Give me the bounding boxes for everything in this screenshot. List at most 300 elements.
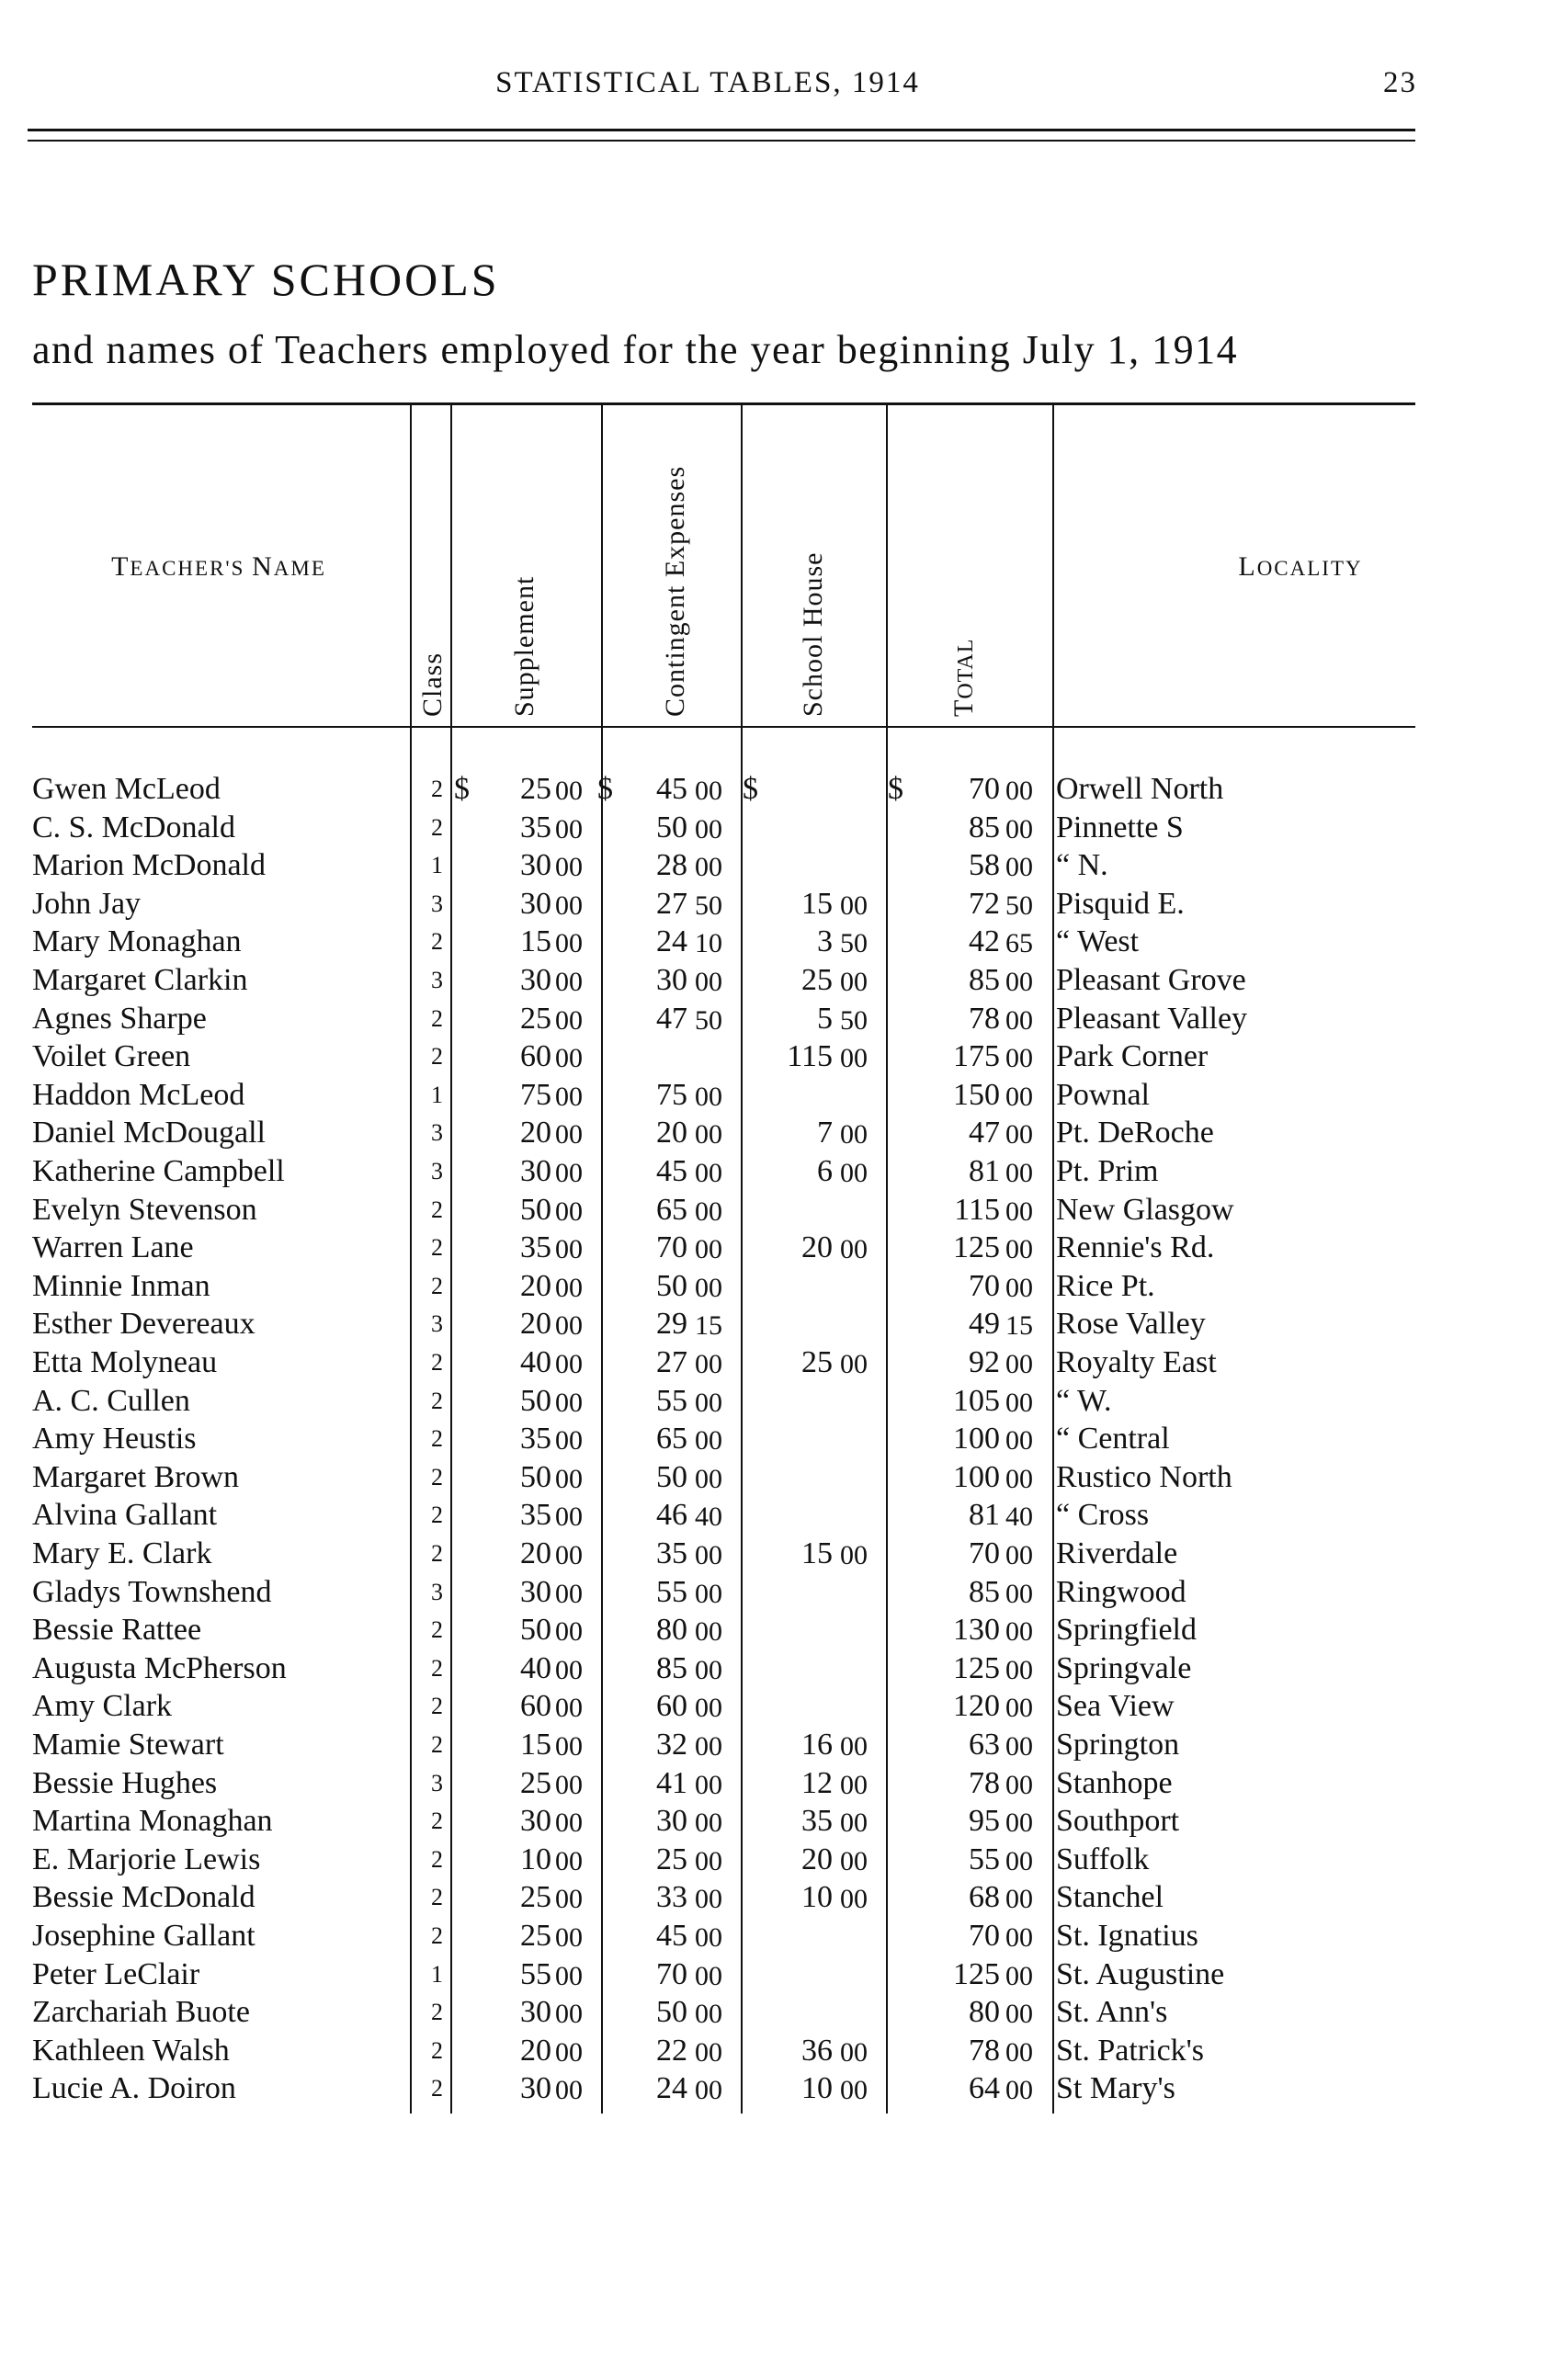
locality-cell: Suffolk: [1056, 1842, 1150, 1876]
total-cell: 47: [969, 1116, 1000, 1150]
school-house-cell: 7: [817, 1116, 833, 1150]
col-header-locality: LOCALITY: [1238, 551, 1363, 582]
teacher-name-cell: A. C. Cullen: [32, 1383, 190, 1418]
teacher-name-cell: Bessie Rattee: [32, 1613, 202, 1648]
table-row: [0, 963, 1544, 1002]
supplement-cents-cell: 00: [555, 1731, 583, 1762]
teacher-name-cell: E. Marjorie Lewis: [32, 1842, 261, 1876]
school-house-cents-cell: 00: [840, 1043, 868, 1074]
total-cents-cell: 00: [1005, 1387, 1033, 1418]
contingent-cents-cell: 00: [695, 1272, 722, 1303]
contingent-cents-cell: 00: [695, 1540, 722, 1570]
school-house-cents-cell: 00: [840, 1234, 868, 1265]
locality-cell: Springton: [1056, 1728, 1180, 1762]
locality-cell: “ West: [1056, 924, 1140, 959]
contingent-cell: 45: [656, 1919, 687, 1953]
class-cell: 2: [431, 1693, 443, 1720]
contingent-cents-cell: 50: [695, 890, 722, 921]
dollar-sign: $: [888, 772, 903, 806]
locality-cell: “ N.: [1056, 848, 1108, 883]
total-cell: 125: [953, 1956, 1000, 1991]
locality-cell: “ W.: [1056, 1383, 1112, 1418]
contingent-cents-cell: 00: [695, 1349, 722, 1379]
class-cell: 2: [431, 1043, 443, 1071]
school-house-cell: 25: [801, 963, 833, 997]
supplement-cell: 40: [520, 1650, 551, 1685]
class-cell: 3: [431, 1119, 443, 1147]
school-house-cents-cell: 00: [840, 1808, 868, 1839]
class-cell: 1: [431, 1081, 443, 1108]
total-cell: 175: [953, 1039, 1000, 1074]
contingent-cents-cell: 00: [695, 2036, 722, 2068]
contingent-cell: 30: [656, 1804, 687, 1839]
class-cell: 2: [431, 1272, 443, 1299]
school-house-cents-cell: 50: [840, 928, 868, 959]
table-row: [0, 1422, 1544, 1460]
contingent-cell: 27: [656, 1345, 687, 1379]
total-cents-cell: 00: [1005, 1616, 1033, 1648]
total-cents-cell: 00: [1005, 813, 1033, 844]
total-cents-cell: 00: [1005, 1540, 1033, 1570]
table-row: [0, 1575, 1544, 1614]
contingent-cents-cell: 00: [695, 1119, 722, 1150]
table-row: [0, 1384, 1544, 1422]
total-cents-cell: 00: [1005, 2036, 1033, 2068]
total-cents-cell: 00: [1005, 1081, 1033, 1112]
contingent-cents-cell: 00: [695, 1616, 722, 1648]
contingent-cents-cell: 00: [695, 967, 722, 997]
table-row: [0, 2034, 1544, 2072]
supplement-cell: 30: [520, 1995, 551, 2030]
contingent-cents-cell: 40: [695, 1502, 722, 1533]
school-house-cents-cell: 00: [840, 967, 868, 997]
total-cell: 55: [969, 1842, 1000, 1876]
total-cents-cell: 00: [1005, 1463, 1033, 1494]
locality-cell: “ Cross: [1056, 1498, 1150, 1533]
total-cell: 58: [969, 848, 1000, 883]
locality-cell: Rice Pt.: [1056, 1268, 1155, 1303]
total-cell: 85: [969, 1574, 1000, 1609]
contingent-cell: 27: [656, 886, 687, 921]
supplement-cents-cell: 00: [555, 1272, 583, 1303]
school-house-cents-cell: 00: [840, 890, 868, 921]
total-cell: 78: [969, 1765, 1000, 1800]
supplement-cents-cell: 00: [555, 1502, 583, 1533]
supplement-cell: 25: [520, 1001, 551, 1036]
contingent-cell: 80: [656, 1613, 687, 1648]
total-cell: 100: [953, 1459, 1000, 1494]
teacher-name-cell: Kathleen Walsh: [32, 2033, 230, 2068]
total-cell: 150: [953, 1077, 1000, 1112]
school-house-cell: 20: [801, 1842, 833, 1876]
school-house-cents-cell: 00: [840, 1731, 868, 1762]
teacher-name-cell: Mary E. Clark: [32, 1536, 212, 1570]
table-row: [0, 810, 1544, 849]
teacher-name-cell: Martina Monaghan: [32, 1804, 273, 1839]
class-cell: 3: [431, 1158, 443, 1184]
teacher-name-cell: Minnie Inman: [32, 1268, 210, 1303]
total-cents-cell: 00: [1005, 1004, 1033, 1036]
school-house-cents-cell: 00: [840, 1119, 868, 1150]
teacher-name-cell: Evelyn Stevenson: [32, 1192, 257, 1227]
total-cell: 81: [969, 1498, 1000, 1533]
class-cell: 2: [431, 1808, 443, 1835]
contingent-cents-cell: 00: [695, 1234, 722, 1265]
locality-cell: New Glasgow: [1056, 1192, 1234, 1227]
table-row: [0, 772, 1544, 810]
total-cents-cell: 00: [1005, 1884, 1033, 1915]
supplement-cell: 35: [520, 810, 551, 844]
contingent-cell: 25: [656, 1842, 687, 1876]
supplement-cell: 35: [520, 1498, 551, 1533]
table-row: [0, 1002, 1544, 1040]
supplement-cents-cell: 00: [555, 1769, 583, 1800]
supplement-cents-cell: 00: [555, 1578, 583, 1609]
total-cents-cell: 00: [1005, 1654, 1033, 1685]
contingent-cell: 30: [656, 963, 687, 997]
teacher-name-cell: Bessie McDonald: [32, 1880, 255, 1915]
supplement-cents-cell: 00: [555, 1808, 583, 1839]
table-row: [0, 1880, 1544, 1919]
supplement-cell: 30: [520, 886, 551, 921]
contingent-cents-cell: 00: [695, 1731, 722, 1762]
teacher-name-cell: Peter LeClair: [32, 1956, 200, 1991]
contingent-cents-cell: 15: [695, 1310, 722, 1342]
contingent-cell: 46: [656, 1498, 687, 1533]
supplement-cents-cell: 00: [555, 1158, 583, 1188]
total-cell: 70: [969, 1268, 1000, 1303]
locality-cell: Pisquid E.: [1056, 886, 1185, 921]
supplement-cents-cell: 00: [555, 1463, 583, 1494]
supplement-cell: 25: [520, 1765, 551, 1800]
table-row: [0, 1345, 1544, 1384]
running-title: STATISTICAL TABLES, 1914: [495, 66, 920, 99]
locality-cell: Pleasant Valley: [1056, 1001, 1248, 1036]
contingent-cell: 50: [656, 1995, 687, 2030]
total-cell: 95: [969, 1804, 1000, 1839]
supplement-cents-cell: 00: [555, 1310, 583, 1342]
total-cell: 63: [969, 1728, 1000, 1762]
contingent-cell: 70: [656, 1230, 687, 1265]
school-house-cell: 115: [787, 1039, 833, 1074]
table-row: [0, 1039, 1544, 1078]
contingent-cell: 41: [656, 1765, 687, 1800]
supplement-cell: 20: [520, 1268, 551, 1303]
locality-cell: Rustico North: [1056, 1459, 1232, 1494]
dollar-sign: $: [597, 772, 613, 806]
table-row: [0, 848, 1544, 887]
locality-cell: Stanhope: [1056, 1765, 1173, 1800]
contingent-cents-cell: 00: [695, 1387, 722, 1418]
table-row: [0, 1193, 1544, 1231]
table-row: [0, 1536, 1544, 1575]
class-cell: 2: [431, 1999, 443, 2026]
class-cell: 3: [431, 1578, 443, 1605]
class-cell: 2: [431, 1349, 443, 1376]
col-header-contingent-expenses: Contingent Expenses: [660, 465, 690, 717]
locality-cell: Rennie's Rd.: [1056, 1230, 1215, 1265]
class-cell: 1: [431, 852, 443, 879]
supplement-cents-cell: 00: [555, 1884, 583, 1915]
total-cents-cell: 00: [1005, 776, 1033, 806]
contingent-cell: 24: [656, 2071, 687, 2106]
locality-cell: St. Ignatius: [1056, 1919, 1198, 1953]
table-row: [0, 1116, 1544, 1154]
contingent-cents-cell: 00: [695, 852, 722, 883]
supplement-cents-cell: 00: [555, 813, 583, 844]
locality-cell: Stanchel: [1056, 1880, 1164, 1915]
supplement-cell: 30: [520, 2071, 551, 2106]
total-cents-cell: 15: [1005, 1310, 1033, 1342]
supplement-cell: 15: [520, 924, 551, 959]
contingent-cents-cell: 00: [695, 1693, 722, 1724]
locality-cell: St. Augustine: [1056, 1956, 1225, 1991]
supplement-cents-cell: 00: [555, 1654, 583, 1685]
contingent-cents-cell: 00: [695, 1884, 722, 1915]
class-cell: 2: [431, 1540, 443, 1567]
school-house-cents-cell: 00: [840, 1349, 868, 1379]
contingent-cents-cell: 10: [695, 928, 722, 959]
school-house-cell: 20: [801, 1230, 833, 1265]
school-house-cents-cell: 00: [840, 1158, 868, 1188]
contingent-cell: 50: [656, 810, 687, 844]
supplement-cell: 40: [520, 1345, 551, 1379]
col-header-class: Class: [417, 652, 448, 717]
class-cell: 3: [431, 1310, 443, 1338]
school-house-cell: 10: [801, 2071, 833, 2106]
supplement-cell: 30: [520, 848, 551, 883]
school-house-cents-cell: 00: [840, 2075, 868, 2106]
teacher-name-cell: Marion McDonald: [32, 848, 267, 883]
total-cents-cell: 00: [1005, 1845, 1033, 1876]
contingent-cell: 33: [656, 1880, 687, 1915]
total-cents-cell: 00: [1005, 1234, 1033, 1265]
table-row: [0, 1154, 1544, 1193]
supplement-cents-cell: 00: [555, 1693, 583, 1724]
contingent-cents-cell: 50: [695, 1004, 722, 1036]
table-row: [0, 1230, 1544, 1269]
supplement-cell: 60: [520, 1689, 551, 1724]
table-row: [0, 1995, 1544, 2034]
contingent-cell: 47: [656, 1001, 687, 1036]
locality-cell: Ringwood: [1056, 1574, 1186, 1609]
supplement-cents-cell: 00: [555, 2075, 583, 2106]
supplement-cell: 50: [520, 1613, 551, 1648]
supplement-cents-cell: 00: [555, 890, 583, 921]
total-cents-cell: 00: [1005, 1922, 1033, 1953]
supplement-cents-cell: 00: [555, 928, 583, 959]
contingent-cents-cell: 00: [695, 2075, 722, 2106]
supplement-cell: 20: [520, 1307, 551, 1342]
contingent-cell: 22: [656, 2033, 687, 2068]
total-cents-cell: 00: [1005, 1119, 1033, 1150]
total-cents-cell: 65: [1005, 928, 1033, 959]
supplement-cell: 10: [520, 1842, 551, 1876]
school-house-cents-cell: 00: [840, 1884, 868, 1915]
table-row: [0, 1460, 1544, 1499]
school-house-cents-cell: 00: [840, 2036, 868, 2068]
school-house-cell: 35: [801, 1804, 833, 1839]
class-cell: 2: [431, 1387, 443, 1414]
class-cell: 3: [431, 967, 443, 993]
supplement-cell: 15: [520, 1728, 551, 1762]
teacher-name-cell: Voilet Green: [32, 1039, 191, 1074]
school-house-cents-cell: 00: [840, 1769, 868, 1800]
contingent-cell: 55: [656, 1574, 687, 1609]
school-house-cell: 15: [801, 1536, 833, 1570]
class-cell: 2: [431, 813, 443, 841]
supplement-cents-cell: 00: [555, 852, 583, 883]
contingent-cents-cell: 00: [695, 1196, 722, 1227]
locality-cell: Park Corner: [1056, 1039, 1209, 1074]
locality-cell: Riverdale: [1056, 1536, 1178, 1570]
class-cell: 2: [431, 1502, 443, 1529]
total-cents-cell: 00: [1005, 1158, 1033, 1188]
supplement-cell: 35: [520, 1422, 551, 1456]
supplement-cell: 50: [520, 1192, 551, 1227]
teacher-name-cell: Warren Lane: [32, 1230, 194, 1265]
table-row: [0, 1651, 1544, 1690]
teacher-name-cell: Margaret Clarkin: [32, 963, 248, 997]
contingent-cell: 20: [656, 1116, 687, 1150]
col-header-teacher-name: TEACHER'S NAME: [111, 551, 326, 582]
teacher-name-cell: Lucie A. Doiron: [32, 2071, 236, 2106]
teacher-name-cell: Agnes Sharpe: [32, 1001, 207, 1036]
locality-cell: Orwell North: [1056, 772, 1224, 806]
supplement-cents-cell: 00: [555, 1043, 583, 1074]
contingent-cell: 24: [656, 924, 687, 959]
table-row: [0, 1804, 1544, 1842]
school-house-cents-cell: 50: [840, 1004, 868, 1036]
supplement-cell: 30: [520, 1154, 551, 1188]
teacher-name-cell: Alvina Gallant: [32, 1498, 218, 1533]
supplement-cents-cell: 00: [555, 776, 583, 806]
class-cell: 2: [431, 1196, 443, 1223]
header-bottom-rule: [32, 726, 1415, 728]
col-header-supplement: Supplement: [509, 575, 539, 717]
supplement-cell: 35: [520, 1230, 551, 1265]
class-cell: 2: [431, 1425, 443, 1453]
class-cell: 2: [431, 1845, 443, 1873]
locality-cell: Pt. DeRoche: [1056, 1116, 1214, 1150]
locality-cell: Springvale: [1056, 1650, 1192, 1685]
table-row: [0, 1613, 1544, 1651]
contingent-cell: 45: [656, 1154, 687, 1188]
supplement-cents-cell: 00: [555, 1387, 583, 1418]
class-cell: 2: [431, 1234, 443, 1262]
school-house-cell: 16: [801, 1728, 833, 1762]
col-header-school-house: School House: [798, 551, 828, 717]
supplement-cents-cell: 00: [555, 967, 583, 997]
contingent-cell: 28: [656, 848, 687, 883]
contingent-cents-cell: 00: [695, 1654, 722, 1685]
teacher-name-cell: John Jay: [32, 886, 142, 921]
contingent-cell: 85: [656, 1650, 687, 1685]
contingent-cell: 29: [656, 1307, 687, 1342]
supplement-cents-cell: 00: [555, 1234, 583, 1265]
supplement-cell: 30: [520, 1804, 551, 1839]
table-row: [0, 1957, 1544, 1996]
total-cell: 92: [969, 1345, 1000, 1379]
contingent-cents-cell: 00: [695, 1425, 722, 1456]
supplement-cents-cell: 00: [555, 1845, 583, 1876]
locality-cell: St. Patrick's: [1056, 2033, 1205, 2068]
school-house-cell: 15: [801, 886, 833, 921]
contingent-cell: 55: [656, 1383, 687, 1418]
supplement-cents-cell: 00: [555, 1616, 583, 1648]
class-cell: 2: [431, 1884, 443, 1911]
supplement-cell: 25: [520, 1919, 551, 1953]
teacher-name-cell: C. S. McDonald: [32, 810, 235, 844]
total-cents-cell: 00: [1005, 2075, 1033, 2106]
supplement-cell: 25: [520, 772, 551, 806]
teacher-name-cell: Esther Devereaux: [32, 1307, 255, 1342]
total-cell: 78: [969, 2033, 1000, 2068]
supplement-cell: 55: [520, 1956, 551, 1991]
total-cell: 64: [969, 2071, 1000, 2106]
total-cents-cell: 00: [1005, 852, 1033, 883]
total-cell: 42: [969, 924, 1000, 959]
supplement-cell: 60: [520, 1039, 551, 1074]
table-row: [0, 1498, 1544, 1536]
locality-cell: Pinnette S: [1056, 810, 1184, 844]
school-house-cell: 6: [817, 1154, 833, 1188]
school-house-cell: 36: [801, 2033, 833, 2068]
school-house-cell: 10: [801, 1880, 833, 1915]
supplement-cents-cell: 00: [555, 1119, 583, 1150]
contingent-cents-cell: 00: [695, 1922, 722, 1953]
total-cell: 81: [969, 1154, 1000, 1188]
locality-cell: Pt. Prim: [1056, 1154, 1159, 1188]
total-cents-cell: 00: [1005, 1960, 1033, 1991]
school-house-cents-cell: 00: [840, 1540, 868, 1570]
table-row: [0, 924, 1544, 963]
supplement-cell: 25: [520, 1880, 551, 1915]
table-row: [0, 2071, 1544, 2110]
table-row: [0, 1842, 1544, 1881]
dollar-sign: $: [743, 772, 758, 806]
col-header-total: TOTAL: [948, 638, 979, 717]
supplement-cents-cell: 00: [555, 1004, 583, 1036]
dollar-sign: $: [454, 772, 470, 806]
class-cell: 2: [431, 1463, 443, 1490]
class-cell: 2: [431, 776, 443, 802]
locality-cell: Southport: [1056, 1804, 1180, 1839]
contingent-cell: 60: [656, 1689, 687, 1724]
teacher-name-cell: Amy Clark: [32, 1689, 173, 1724]
teacher-name-cell: Augusta McPherson: [32, 1650, 287, 1685]
total-cell: 100: [953, 1422, 1000, 1456]
contingent-cell: 65: [656, 1192, 687, 1227]
total-cents-cell: 00: [1005, 1425, 1033, 1456]
contingent-cents-cell: 00: [695, 1845, 722, 1876]
supplement-cents-cell: 00: [555, 2036, 583, 2068]
school-house-cell: 25: [801, 1345, 833, 1379]
school-house-cents-cell: 00: [840, 1845, 868, 1876]
school-house-cell: 5: [817, 1001, 833, 1036]
locality-cell: Pleasant Grove: [1056, 963, 1246, 997]
contingent-cell: 50: [656, 1268, 687, 1303]
supplement-cents-cell: 00: [555, 1960, 583, 1991]
contingent-cents-cell: 00: [695, 1808, 722, 1839]
class-cell: 2: [431, 2036, 443, 2064]
locality-cell: Sea View: [1056, 1689, 1175, 1724]
total-cell: 70: [969, 772, 1000, 806]
supplement-cell: 20: [520, 2033, 551, 2068]
contingent-cents-cell: 00: [695, 1999, 722, 2030]
header-rule-top: [28, 129, 1415, 131]
total-cents-cell: 00: [1005, 1999, 1033, 2030]
